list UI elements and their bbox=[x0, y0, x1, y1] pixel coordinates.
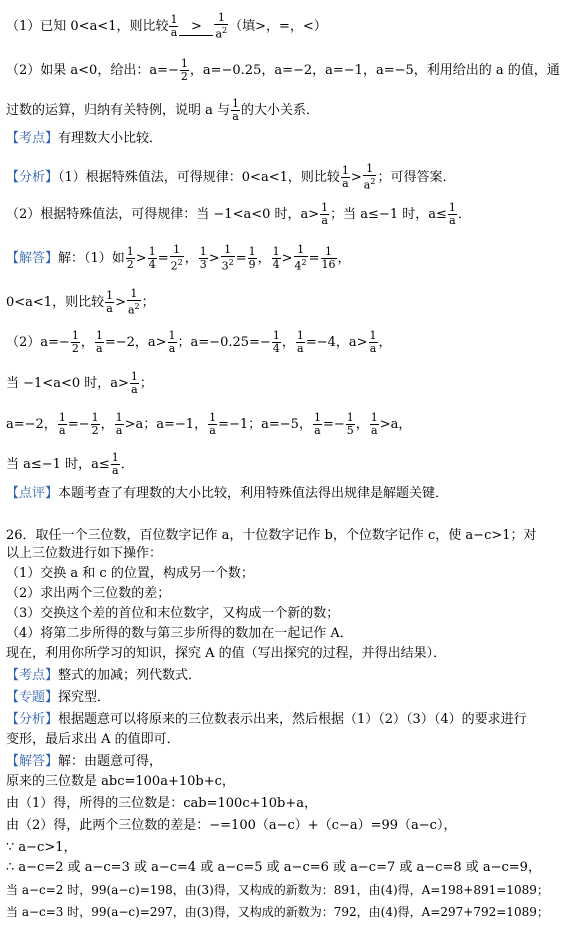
q26-op-2: （2）求出两个三位数的差； bbox=[6, 586, 171, 601]
q26-solution-line: ∵ a−c>1， bbox=[6, 840, 77, 855]
part2-question-line2: 过数的运算，归纳有关特例，说明 a 与 $\frac{1}{a}$ 的大小关系． bbox=[6, 97, 320, 123]
fraction-1-over-a-squared: $\frac{1}{a^2}$ bbox=[215, 11, 228, 41]
fraction-1-over-a: $\frac{1}{a}$ bbox=[232, 97, 240, 123]
fraction-1-over-a: $\frac{1}{a}$ bbox=[170, 12, 178, 39]
q25-jieda-line3: （2）a=− $\frac{1}{2}$ ， $\frac{1}{a}$ =−2，a> $\frac{1}{a}$ ；a=−0.25=− $\frac{1}{4}$ ， $\frac{1}{a}$ =−4，a> $\frac{1}{a}$ ， bbox=[6, 329, 392, 355]
q26-jieda-head: 【解答】解：由题意可得， bbox=[6, 754, 163, 769]
q26-solution-line: 当 a−c=2 时，99(a−c)=198，由(3)得，又构成的新数为：891，由(4)得，A=198+891=1089； bbox=[6, 883, 549, 897]
q26-op-4: （4）将第二步所得的数与第三步所得的数加在一起记作 A． bbox=[6, 626, 353, 641]
q25-dianping: 【点评】本题考查了有理数的大小比较，利用特殊值法得出规律是解题关键． bbox=[6, 486, 449, 501]
q25-jieda-line6: 当 a≤−1 时，a≤ $\frac{1}{a}$ ． bbox=[6, 451, 134, 477]
q26-fenxi-line2: 变形，最后求出 A 的值即可． bbox=[6, 732, 180, 747]
q26-op-3: （3）交换这个差的首位和末位数字，又构成一个新的数； bbox=[6, 606, 340, 621]
q26-solution-line: 当 a−c=3 时，99(a−c)=297，由(3)得，又构成的新数为：792，由(4)得，A=297+792=1089； bbox=[6, 905, 549, 919]
q26-kaodian: 【考点】整式的加减；列代数式． bbox=[6, 668, 202, 683]
q26-stem-line1: 26．取任一个三位数，百位数字记作 a，十位数字记作 b，个位数字记作 c，使 a−c>1；对 bbox=[6, 528, 537, 543]
q25-kaodian: 【考点】有理数大小比较． bbox=[6, 131, 163, 146]
q25-fenxi-line1: 【分析】（1）根据特殊值法，可得规律：0<a<1，则比较 $\frac{1}{a}$ > $\frac{1}{a^2}$ ；可得答案． bbox=[6, 162, 456, 192]
q25-jieda-line4: 当 −1<a<0 时，a> $\frac{1}{a}$ ； bbox=[6, 370, 153, 396]
q26-solution-line: ∴ a−c=2 或 a−c=3 或 a−c=4 或 a−c=5 或 a−c=6 或 a−c=7 或 a−c=8 或 a−c=9， bbox=[6, 860, 541, 875]
fraction-1-over-2: $\frac{1}{2}$ bbox=[180, 57, 188, 83]
q26-stem-line2: 以上三位数进行如下操作： bbox=[6, 546, 163, 561]
answer-blank: > bbox=[179, 19, 213, 36]
q25-jieda-line1: 【解答】解：（1）如 $\frac{1}{2}$ > $\frac{1}{4}$ = $\frac{1}{2^2}$ ， $\frac{1}{3}$ > $\frac{1}{3^2}$ = $\frac{1}{9}$ ， $\frac{1}{4}$ > $\frac{1}{4^2}$ = $\frac{1}{16}$ ， bbox=[6, 243, 351, 273]
q25-fenxi-line2: （2）根据特殊值法，可得规律：当 −1<a<0 时，a> $\frac{1}{a}$ ；当 a≤−1 时，a≤ $\frac{1}{a}$ ． bbox=[6, 201, 471, 227]
q25-jieda-line5: a=−2， $\frac{1}{a}$ =− $\frac{1}{2}$ ， $\frac{1}{a}$ >a；a=−1， $\frac{1}{a}$ =−1；a=−5， $\frac{1}{a}$ =− $\frac{1}{5}$ ， $\frac{1}{a}$ >a， bbox=[6, 411, 412, 437]
part1-question: （1）已知 0<a<1，则比较 $\frac{1}{a}$ > $\frac{1}{a^2}$ （填>，=，<） bbox=[6, 11, 327, 41]
q26-op-1: （1）交换 a 和 c 的位置，构成另一个数； bbox=[6, 566, 254, 581]
q25-jieda-line2: 0<a<1，则比较 $\frac{1}{a}$ > $\frac{1}{a^2}$ ； bbox=[6, 287, 155, 317]
q26-fenxi-line1: 【分析】根据题意可以将原来的三位数表示出来，然后根据（1）（2）（3）（4）的要求进行 bbox=[6, 712, 527, 727]
part2-question-line1: （2）如果 a<0，给出：a=− $\frac{1}{2}$ ，a=−0.25，a=−2，a=−1，a=−5，利用给出的 a 的值，通 bbox=[6, 57, 560, 83]
q26-solution-line: 由（1）得，所得的三位数是：cab=100c+10b+a， bbox=[6, 796, 318, 811]
q26-solution-line: 原来的三位数是 abc=100a+10b+c， bbox=[6, 774, 235, 789]
q26-solution-line: 由（2）得，此两个三位数的差是：−=100（a−c）+（c−a）=99（a−c）， bbox=[6, 818, 457, 833]
q26-task: 现在，利用你所学习的知识，探究 A 的值（写出探究的过程，并得出结果）． bbox=[6, 646, 447, 661]
q26-zhuanti: 【专题】探究型． bbox=[6, 690, 111, 705]
